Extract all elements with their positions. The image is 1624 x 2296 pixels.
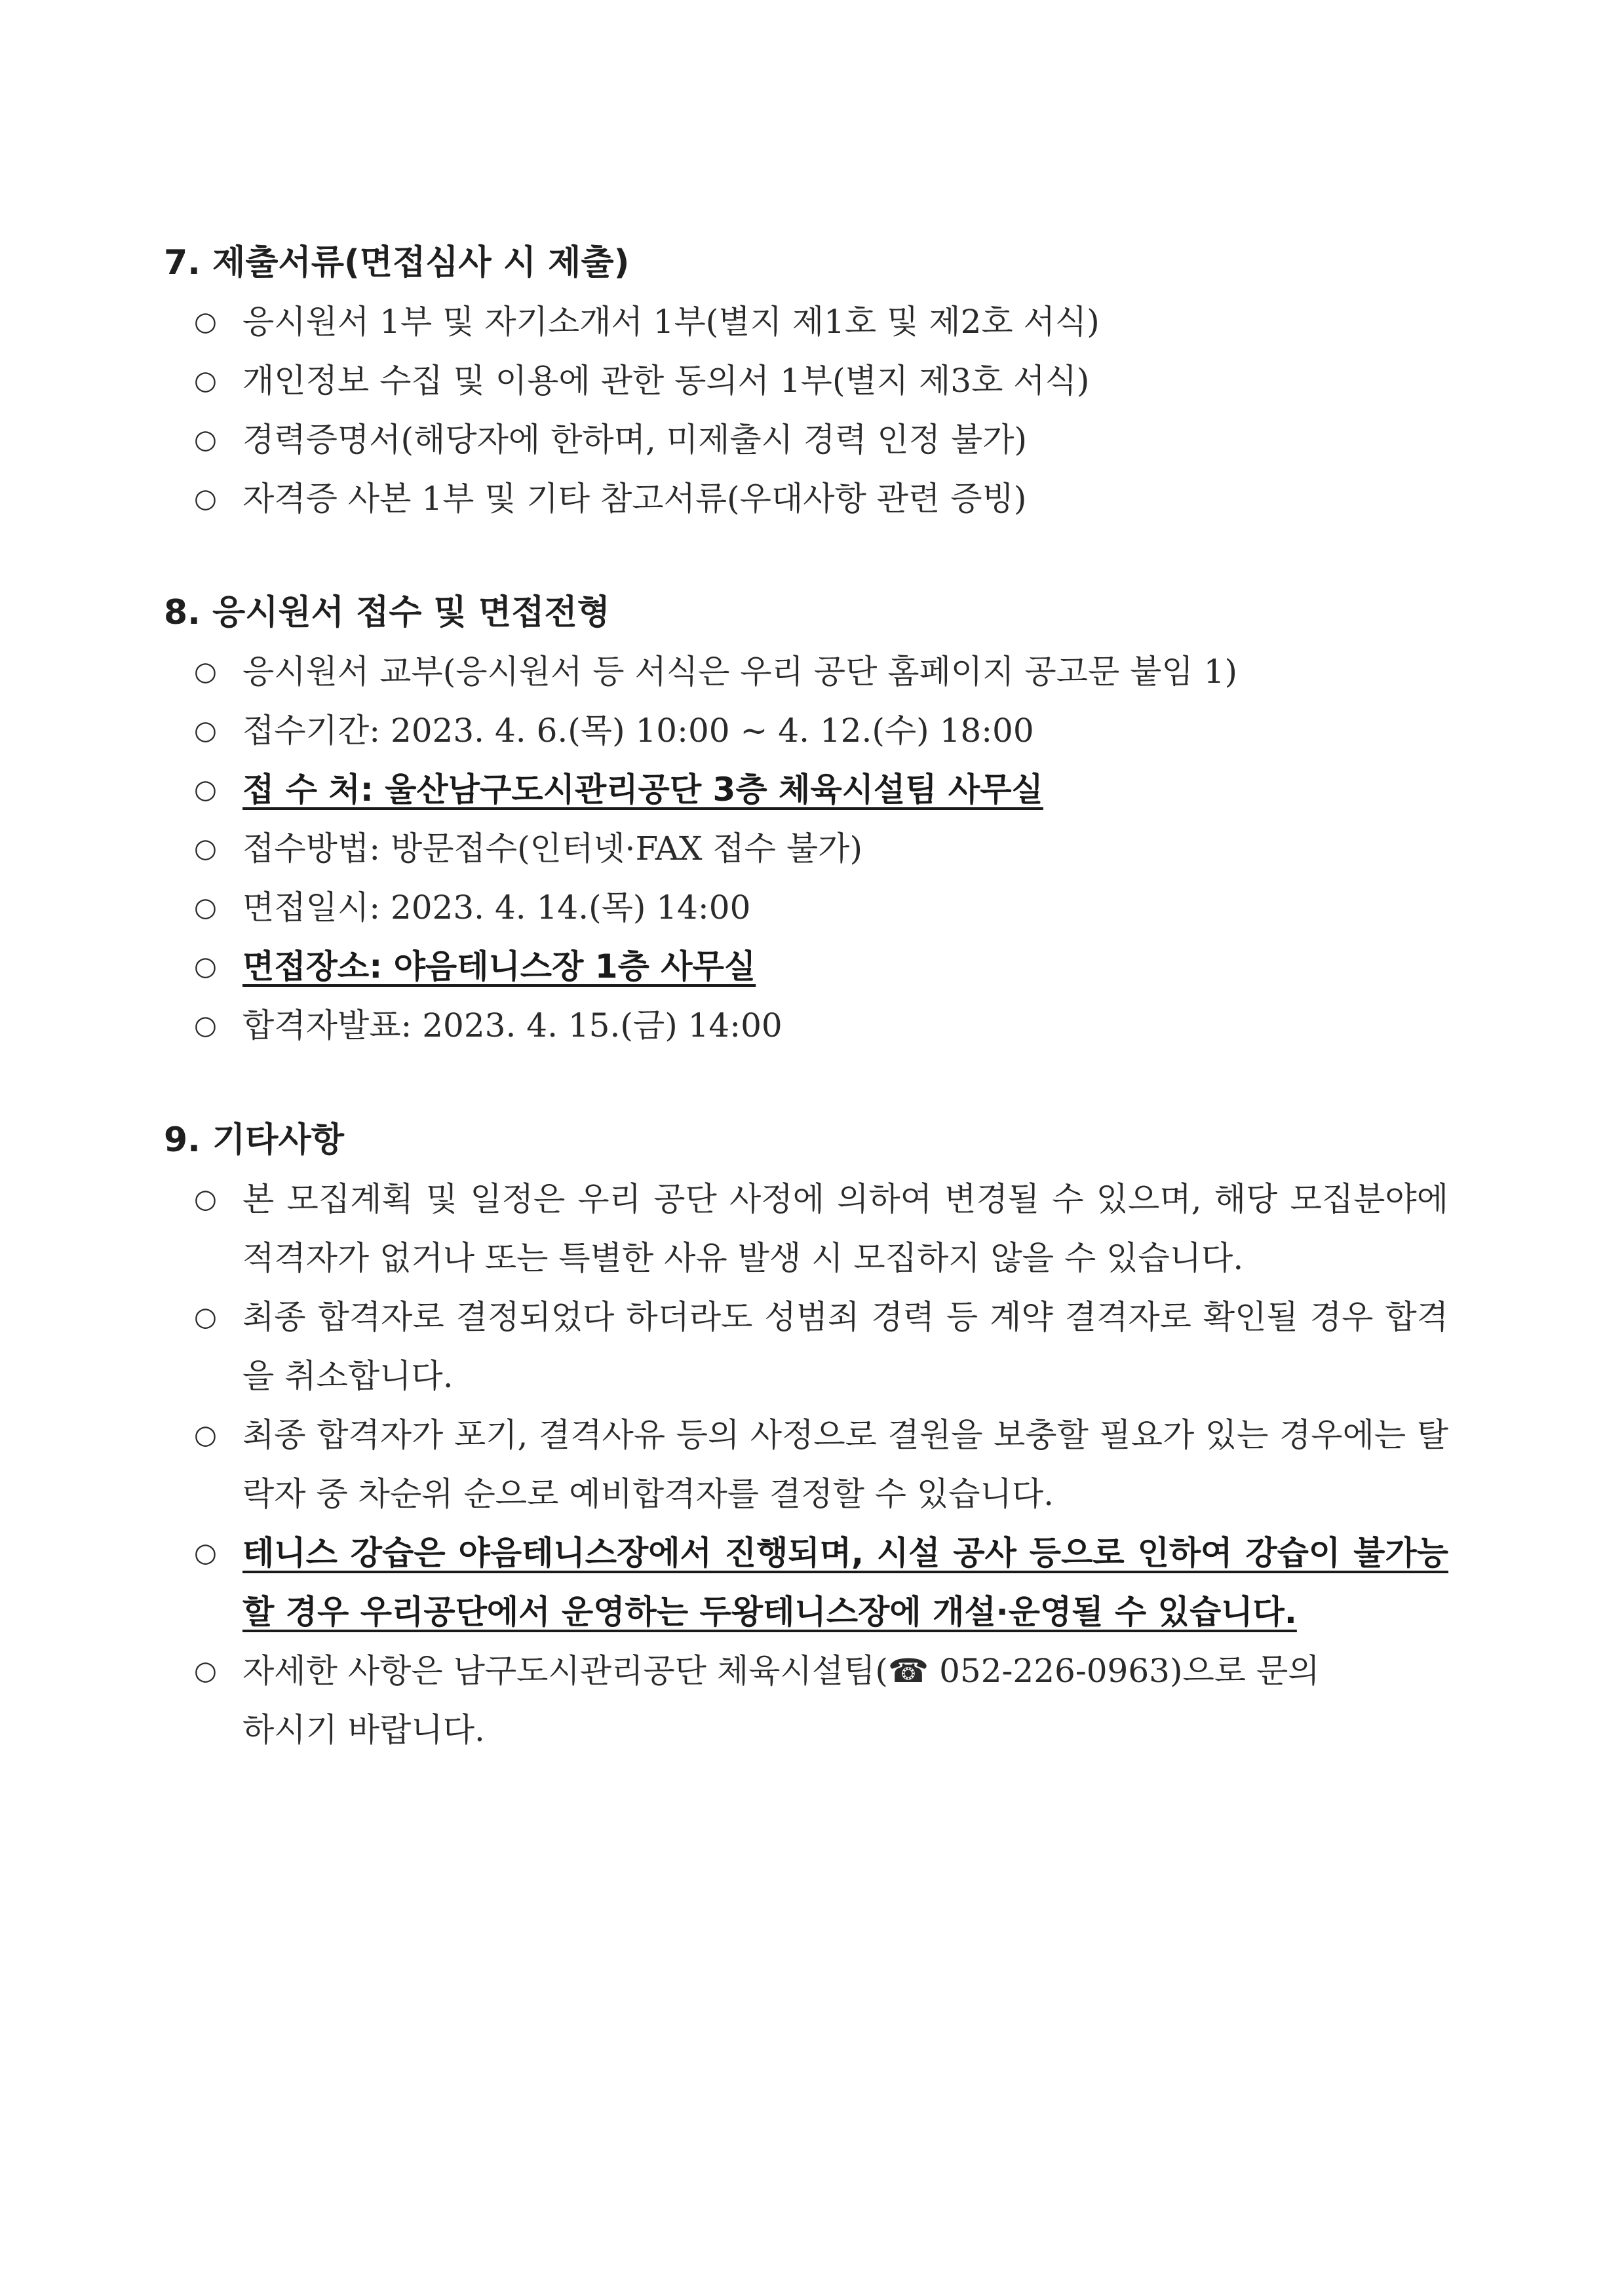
list-item-text: 응시원서 교부(응시원서 등 서식은 우리 공단 홈페이지 공고문 붙임 1) bbox=[242, 653, 1237, 691]
list-item bbox=[164, 351, 1448, 410]
list-item-text: 자격증 사본 1부 및 기타 참고서류(우대사항 관련 증빙) bbox=[242, 480, 1027, 518]
bullet-icon: ○ bbox=[194, 1010, 217, 1041]
bullet-icon: ○ bbox=[194, 657, 217, 687]
list-item-text: 합격자발표: 2023. 4. 15.(금) 14:00 bbox=[242, 1006, 783, 1044]
list-item-text: 최종 합격자가 포기, 결격사유 등의 사정으로 결원을 보충할 필요가 있는 경우에는 탈락자 중 차순위 순으로 예비합격자를 결정할 수 있습니다. bbox=[242, 1416, 1448, 1513]
bullet-icon: ○ bbox=[194, 1656, 217, 1686]
bullet-icon: ○ bbox=[194, 775, 217, 805]
list-item-emphasized bbox=[164, 760, 1448, 819]
section-8-heading: 8. 응시원서 접수 및 면접전형 bbox=[164, 593, 610, 632]
bullet-icon: ○ bbox=[194, 307, 217, 337]
list-item-emphasized bbox=[164, 1523, 1448, 1641]
list-item bbox=[164, 996, 1448, 1055]
list-item bbox=[164, 819, 1448, 878]
list-item bbox=[164, 701, 1448, 760]
section-9-heading: 9. 기타사항 bbox=[164, 1120, 344, 1160]
contact-text-before: 자세한 사항은 남구도시관리공단 체육시설팀( bbox=[242, 1652, 888, 1690]
contact-line bbox=[242, 1641, 1448, 1700]
list-item-text: 접수기간: 2023. 4. 6.(목) 10:00 ~ 4. 12.(수) 18:00 bbox=[242, 712, 1034, 750]
list-item bbox=[164, 1170, 1448, 1288]
contact-text-after: 052-226-0963)으로 문의 bbox=[929, 1652, 1320, 1690]
bullet-icon: ○ bbox=[194, 1538, 217, 1568]
bullet-icon: ○ bbox=[194, 484, 217, 514]
bullet-icon: ○ bbox=[194, 366, 217, 396]
bullet-icon: ○ bbox=[194, 1420, 217, 1450]
list-item-text: 테니스 강습은 야음테니스장에서 진행되며, 시설 공사 등으로 인하여 강습이 불가능할 경우 우리공단에서 운영하는 두왕테니스장에 개설·운영될 수 있습니다. bbox=[242, 1534, 1448, 1631]
section-9 bbox=[164, 1111, 1448, 1759]
list-item-text: 개인정보 수집 및 이용에 관한 동의서 1부(별지 제3호 서식) bbox=[242, 362, 1090, 400]
section-7 bbox=[164, 233, 1448, 528]
list-item-contact bbox=[164, 1641, 1448, 1759]
bullet-icon: ○ bbox=[194, 1184, 217, 1214]
list-item-text: 접수방법: 방문접수(인터넷·FAX 접수 불가) bbox=[242, 830, 862, 868]
list-item-text: 면접장소: 야음테니스장 1층 사무실 bbox=[242, 947, 756, 985]
bullet-icon: ○ bbox=[194, 951, 217, 982]
bullet-icon: ○ bbox=[194, 425, 217, 455]
list-item-emphasized bbox=[164, 937, 1448, 996]
section-7-heading: 7. 제출서류(면접심사 시 제출) bbox=[164, 243, 630, 282]
bullet-icon: ○ bbox=[194, 833, 217, 864]
list-item bbox=[164, 642, 1448, 701]
list-item-text: 접 수 처: 울산남구도시관리공단 3층 체육시설팀 사무실 bbox=[242, 771, 1043, 809]
list-item-text: 하시기 바랍니다. bbox=[242, 1711, 485, 1749]
bullet-icon: ○ bbox=[194, 716, 217, 746]
list-item-text: 본 모집계획 및 일정은 우리 공단 사정에 의하여 변경될 수 있으며, 해당 모집분야에 적격자가 없거나 또는 특별한 사유 발생 시 모집하지 않을 수 있습니다. bbox=[242, 1180, 1448, 1277]
list-item bbox=[164, 1406, 1448, 1523]
section-8 bbox=[164, 583, 1448, 1055]
list-item bbox=[164, 878, 1448, 937]
bullet-icon: ○ bbox=[194, 1302, 217, 1332]
list-item bbox=[164, 292, 1448, 351]
list-item bbox=[164, 1288, 1448, 1406]
phone-icon: ☎ bbox=[887, 1652, 929, 1690]
bullet-icon: ○ bbox=[194, 892, 217, 923]
list-item-text: 면접일시: 2023. 4. 14.(목) 14:00 bbox=[242, 889, 751, 927]
list-item bbox=[164, 469, 1448, 528]
list-item-text: 최종 합격자로 결정되었다 하더라도 성범죄 경력 등 계약 결격자로 확인될 경우 합격을 취소합니다. bbox=[242, 1298, 1448, 1395]
list-item bbox=[164, 410, 1448, 469]
list-item-text: 경력증명서(해당자에 한하며, 미제출시 경력 인정 불가) bbox=[242, 421, 1027, 459]
list-item-text: 응시원서 1부 및 자기소개서 1부(별지 제1호 및 제2호 서식) bbox=[242, 303, 1100, 341]
